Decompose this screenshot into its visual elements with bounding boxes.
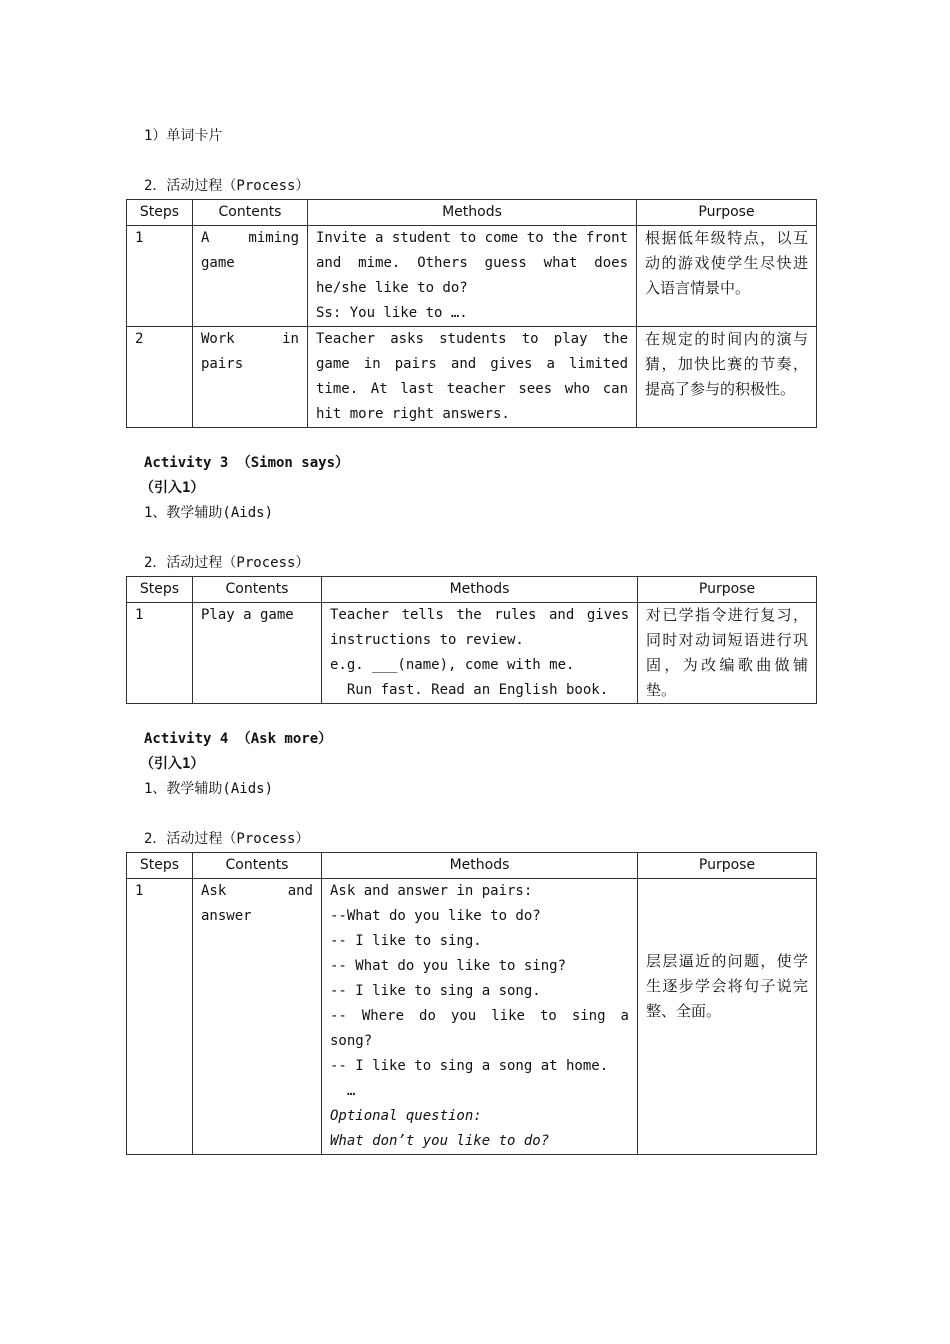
process-table-2 <box>126 576 817 704</box>
method-line: Teacher tells the rules and gives instructions to review. <box>330 607 629 648</box>
header-methods: Methods <box>322 853 638 879</box>
activity-3-intro: （引入1） <box>140 480 205 496</box>
header-contents: Contents <box>193 577 322 603</box>
method-line: Invite a student to come to the front and mime. Others guess what does he/she like to do? <box>316 230 628 296</box>
method-line: Ask and answer in pairs: <box>330 883 533 899</box>
activity-4-aids: 1、教学辅助(Aids) <box>144 781 274 797</box>
step-cell: 1 <box>127 226 193 327</box>
purpose-cell: 在规定的时间内的演与猜，加快比赛的节奏，提高了参与的积极性。 <box>637 327 817 428</box>
purpose-cell: 对已学指令进行复习，同时对动词短语进行巩固，为改编歌曲做铺垫。 <box>638 603 817 704</box>
header-steps: Steps <box>127 577 193 603</box>
process-table-1 <box>126 199 817 428</box>
table-row <box>127 603 817 704</box>
method-line: -- What do you like to sing? <box>330 958 567 974</box>
header-purpose: Purpose <box>637 200 817 226</box>
purpose-cell <box>638 879 817 1155</box>
header-steps: Steps <box>127 853 193 879</box>
activity-4-intro: （引入1） <box>140 756 205 772</box>
step-cell: 1 <box>127 879 193 1155</box>
header-steps: Steps <box>127 200 193 226</box>
method-line: Run fast. Read an English book. <box>330 682 609 698</box>
purpose-text: 层层逼近的问题，使学生逐步学会将句子说完整、全面。 <box>646 952 808 1020</box>
content-cell: Work in pairs <box>193 327 308 428</box>
purpose-cell: 根据低年级特点，以互动的游戏使学生尽快进入语言情景中。 <box>637 226 817 327</box>
activity-3-process-heading: 2．活动过程（Process） <box>144 555 310 571</box>
aids-item: 1）单词卡片 <box>144 128 223 144</box>
activity-4-process-heading: 2．活动过程（Process） <box>144 831 310 847</box>
method-line: … <box>330 1083 356 1099</box>
method-line: -- I like to sing. <box>330 933 482 949</box>
method-line: --What do you like to do? <box>330 908 541 924</box>
content-cell: Ask and answer <box>193 879 322 1155</box>
activity-3-title: Activity 3 （Simon says） <box>144 455 350 471</box>
method-line: e.g. ___(name), come with me. <box>330 657 575 673</box>
method-line: Teacher asks students to play the game in pairs and gives a limited time. At last teacher sees who can hit more right answers. <box>316 331 628 422</box>
methods-cell <box>322 879 638 1155</box>
methods-cell <box>308 226 637 327</box>
step-cell: 1 <box>127 603 193 704</box>
optional-question: What don’t you like to do? <box>330 1133 550 1149</box>
activity-3-aids: 1、教学辅助(Aids) <box>144 505 274 521</box>
header-methods: Methods <box>308 200 637 226</box>
header-contents: Contents <box>193 853 322 879</box>
activity-4-title: Activity 4 （Ask more） <box>144 731 333 747</box>
table-row <box>127 879 817 1155</box>
table-row <box>127 327 817 428</box>
content-cell: A miming game <box>193 226 308 327</box>
methods-cell <box>322 603 638 704</box>
header-contents: Contents <box>193 200 308 226</box>
method-line: -- Where do you like to sing a song? <box>330 1008 629 1049</box>
step-cell: 2 <box>127 327 193 428</box>
method-line: -- I like to sing a song. <box>330 983 541 999</box>
content-cell: Play a game <box>193 603 322 704</box>
process-table-3 <box>126 852 817 1155</box>
method-line: -- I like to sing a song at home. <box>330 1058 609 1074</box>
table-header-row <box>127 200 817 226</box>
method-line: Ss: You like to …. <box>316 305 468 321</box>
process-heading: 2．活动过程（Process） <box>144 178 310 194</box>
methods-cell <box>308 327 637 428</box>
table-row <box>127 226 817 327</box>
header-purpose: Purpose <box>638 853 817 879</box>
optional-question-label: Optional question: <box>330 1108 482 1124</box>
table-header-row <box>127 853 817 879</box>
header-purpose: Purpose <box>638 577 817 603</box>
table-header-row <box>127 577 817 603</box>
header-methods: Methods <box>322 577 638 603</box>
